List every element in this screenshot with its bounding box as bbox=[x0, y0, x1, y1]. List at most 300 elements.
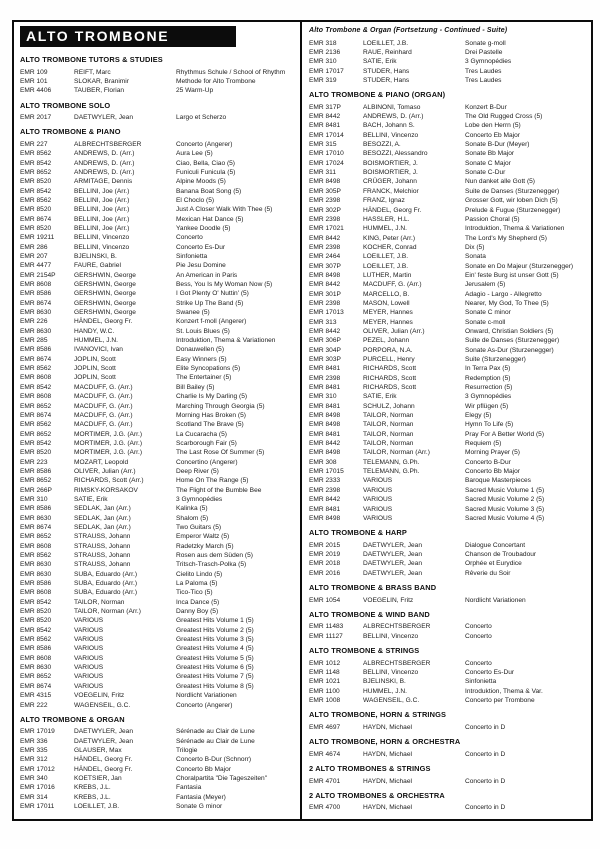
entry-title: Sacred Music Volume 3 (5) bbox=[465, 505, 545, 513]
entry-composer: GLAUSER, Max bbox=[74, 747, 122, 755]
catalog-entry-row bbox=[20, 392, 293, 401]
catalog-entry-row bbox=[20, 672, 293, 681]
section-heading: ALTO TROMBONE, HORN & STRINGS bbox=[309, 710, 447, 720]
catalog-entry-row bbox=[20, 467, 293, 476]
catalog-entry-row bbox=[20, 542, 293, 551]
catalog-entry-row bbox=[20, 504, 293, 513]
entry-composer: FRANCK, Melchior bbox=[363, 187, 419, 195]
catalog-entry-row bbox=[309, 168, 583, 177]
entry-title: Nordlicht Variationen bbox=[465, 596, 526, 604]
catalog-entry-row bbox=[309, 476, 583, 485]
entry-ref: EMR 4697 bbox=[309, 723, 341, 731]
entry-ref: EMR 8542 bbox=[20, 598, 52, 606]
entry-composer: BELLINI, Joe (Arr.) bbox=[74, 224, 130, 232]
entry-composer: BESOZZI, Alessandro bbox=[363, 150, 428, 158]
catalog-entry-row bbox=[20, 701, 293, 710]
entry-ref: EMR 8630 bbox=[20, 309, 52, 317]
catalog-entry-row bbox=[20, 402, 293, 411]
catalog-entry-row bbox=[309, 677, 583, 686]
catalog-entry-row bbox=[20, 570, 293, 579]
entry-ref: EMR 8674 bbox=[20, 215, 52, 223]
section-heading: ALTO TROMBONE & BRASS BAND bbox=[309, 583, 437, 593]
entry-title: Sonate C-Dur bbox=[465, 169, 506, 177]
entry-ref: EMR 8630 bbox=[20, 561, 52, 569]
entry-ref: EMR 17010 bbox=[309, 150, 344, 158]
entry-composer: VARIOUS bbox=[363, 505, 393, 513]
entry-composer: VARIOUS bbox=[363, 486, 393, 494]
right-column bbox=[302, 22, 591, 819]
entry-composer: KREBS, J.L. bbox=[74, 793, 111, 801]
entry-title: Greatest Hits Volume 2 (5) bbox=[176, 626, 254, 634]
entry-composer: HANDY, W.C. bbox=[74, 327, 115, 335]
entry-composer: WAGENSEIL, G.C. bbox=[363, 696, 420, 704]
entry-title: Bill Bailey (5) bbox=[176, 383, 215, 391]
catalog-section bbox=[309, 610, 583, 641]
entry-ref: EMR 2398 bbox=[309, 197, 341, 205]
catalog-entry-row bbox=[309, 177, 583, 186]
entry-ref: EMR 8520 bbox=[20, 608, 52, 616]
catalog-entry-row bbox=[309, 187, 583, 196]
entry-composer: VARIOUS bbox=[363, 514, 393, 522]
entry-title: Sinfonietta bbox=[176, 253, 208, 260]
entry-composer: TAILOR, Norman (Arr.) bbox=[74, 608, 141, 616]
entry-ref: EMR 222 bbox=[20, 701, 48, 709]
entry-composer: LOEILLET, J.B. bbox=[363, 262, 409, 270]
entry-ref: EMR 8442 bbox=[309, 281, 341, 289]
catalog-entry-row bbox=[309, 234, 583, 243]
catalog-entry-row bbox=[309, 318, 583, 327]
entry-ref: EMR 11127 bbox=[309, 632, 343, 640]
entry-composer: RICHARDS, Scott bbox=[363, 374, 417, 382]
catalog-entry-row bbox=[20, 196, 293, 205]
entry-ref: EMR 2398 bbox=[309, 486, 341, 494]
entry-ref: EMR 2398 bbox=[309, 243, 341, 251]
entry-title: Hymn To Life (5) bbox=[465, 421, 514, 429]
entry-title: An American in Paris bbox=[176, 271, 238, 279]
entry-ref: EMR 310 bbox=[309, 58, 337, 66]
entry-ref: EMR 8562 bbox=[20, 365, 52, 373]
entry-composer: DAETWYLER, Jean bbox=[363, 551, 422, 559]
entry-ref: EMR 266P bbox=[20, 486, 52, 494]
catalog-entry-row bbox=[309, 57, 583, 66]
entry-ref: EMR 8652 bbox=[20, 477, 52, 485]
section-heading: ALTO TROMBONE & HARP bbox=[309, 528, 407, 538]
entry-ref: EMR 301P bbox=[309, 290, 341, 298]
entry-composer: BOISMORTIER, J. bbox=[363, 169, 418, 177]
entry-ref: EMR 8520 bbox=[20, 178, 52, 186]
entry-composer: JOPLIN, Scott bbox=[74, 355, 116, 363]
entry-title: Sonate As-Dur (Sturzenegger) bbox=[465, 346, 554, 354]
entry-title: Sonate C Major bbox=[465, 159, 511, 167]
catalog-section bbox=[309, 528, 583, 578]
entry-ref: EMR 312 bbox=[20, 756, 48, 764]
entry-composer: HÄNDEL, Georg Fr. bbox=[74, 318, 133, 326]
catalog-entry-row bbox=[20, 336, 293, 345]
section-heading: ALTO TROMBONE SOLO bbox=[20, 100, 111, 110]
entry-ref: EMR 8674 bbox=[20, 411, 52, 419]
entry-ref: EMR 8442 bbox=[309, 440, 341, 448]
entry-ref: EMR 8442 bbox=[309, 327, 341, 335]
entry-title: Konzert f-moll (Angerer) bbox=[176, 318, 247, 326]
entry-title: Emperor Waltz (5) bbox=[176, 533, 230, 541]
entry-composer: SATIE, Erik bbox=[363, 58, 397, 66]
entry-title: Sacred Music Volume 1 (5) bbox=[465, 486, 545, 494]
entry-ref: EMR 304P bbox=[309, 346, 341, 354]
entry-title: Fantasia bbox=[176, 784, 202, 792]
entry-ref: EMR 1100 bbox=[309, 687, 340, 695]
entry-composer: MEYER, Hannes bbox=[363, 318, 413, 326]
entry-composer: DAETWYLER, Jean bbox=[74, 728, 133, 736]
entry-title: Two Guitars (5) bbox=[176, 523, 222, 531]
entry-title: Nearer, My God, To Thee (5) bbox=[465, 299, 549, 307]
entry-ref: EMR 8498 bbox=[309, 449, 341, 457]
catalog-section bbox=[309, 737, 583, 759]
entry-ref: EMR 310 bbox=[309, 393, 337, 401]
entry-title: 3 Gymnopédies bbox=[176, 495, 223, 503]
entry-ref: EMR 315 bbox=[309, 141, 337, 149]
entry-title: Sacred Music Volume 4 (5) bbox=[465, 514, 545, 522]
entry-title: Suite (Sturzenegger) bbox=[465, 356, 526, 363]
entry-title: Easy Winners (5) bbox=[176, 355, 227, 363]
catalog-entry-row bbox=[20, 373, 293, 382]
entry-composer: MORTIMER, J.G. (Arr.) bbox=[74, 449, 143, 457]
entry-ref: EMR 306P bbox=[309, 337, 341, 345]
entry-ref: EMR 340 bbox=[20, 775, 48, 783]
entry-composer: REIFT, Marc bbox=[74, 68, 111, 76]
entry-title: The Old Rugged Cross (5) bbox=[465, 113, 543, 121]
entry-title: The Lord's My Shepherd (5) bbox=[465, 234, 547, 242]
entry-title: Strike Up The Band (5) bbox=[176, 299, 244, 307]
entry-ref: EMR 1148 bbox=[309, 668, 340, 676]
page-title: ALTO TROMBONE bbox=[20, 26, 236, 47]
entry-title: Radetzky March (5) bbox=[176, 542, 234, 550]
catalog-entry-row bbox=[309, 67, 583, 76]
left-sections-container bbox=[20, 55, 293, 811]
entry-composer: HUMMEL, J.N. bbox=[363, 687, 407, 695]
entry-title: Greatest Hits Volume 3 (5) bbox=[176, 636, 254, 644]
catalog-entry-row bbox=[20, 68, 293, 77]
entry-title: Concerto (Angerer) bbox=[176, 701, 233, 709]
entry-composer: TAILOR, Norman bbox=[363, 440, 414, 448]
entry-ref: EMR 8652 bbox=[20, 168, 52, 176]
entry-composer: VARIOUS bbox=[74, 636, 104, 644]
entry-ref: EMR 4700 bbox=[309, 804, 341, 812]
entry-title: Sérénade au Clair de Lune bbox=[176, 728, 255, 736]
catalog-entry-row bbox=[20, 159, 293, 168]
entry-composer: HAYDN, Michael bbox=[363, 723, 412, 731]
catalog-entry-row bbox=[309, 596, 583, 605]
entry-title: Concerto (Angerer) bbox=[176, 140, 233, 148]
entry-composer: DAETWYLER, Jean bbox=[74, 737, 133, 745]
entry-title: Orphée et Eurydice bbox=[465, 560, 522, 568]
entry-title: Sonate C minor bbox=[465, 309, 511, 317]
entry-ref: EMR 109 bbox=[20, 68, 48, 76]
entry-title: Grosser Gott, wir loben Dich (5) bbox=[465, 197, 558, 205]
catalog-entry-row bbox=[20, 626, 293, 635]
entry-ref: EMR 8481 bbox=[309, 402, 341, 410]
catalog-entry-row bbox=[20, 532, 293, 541]
entry-ref: EMR 8652 bbox=[20, 402, 52, 410]
catalog-entry-row bbox=[309, 505, 583, 514]
entry-composer: TAILOR, Norman bbox=[363, 421, 414, 429]
entry-ref: EMR 8542 bbox=[20, 383, 52, 391]
entry-composer: KOCHER, Conrad bbox=[363, 243, 417, 251]
entry-ref: EMR 8481 bbox=[309, 505, 341, 513]
entry-title: Sonate G minor bbox=[176, 803, 223, 811]
entry-composer: MORTIMER, J.G. (Arr.) bbox=[74, 430, 143, 438]
catalog-entry-row bbox=[309, 140, 583, 149]
catalog-entry-row bbox=[309, 271, 583, 280]
catalog-entry-row bbox=[20, 308, 293, 317]
entry-ref: EMR 8498 bbox=[309, 421, 341, 429]
entry-title: Concerto Bb Major bbox=[465, 468, 520, 476]
entry-title: Rosen aus dem Süden (5) bbox=[176, 552, 253, 559]
entry-title: Jerusalem (5) bbox=[465, 281, 506, 289]
entry-composer: RAUE, Reinhard bbox=[363, 48, 412, 56]
catalog-entry-row bbox=[309, 411, 583, 420]
entry-title: Suite de Danses (Sturzenegger) bbox=[465, 187, 560, 195]
entry-composer: VARIOUS bbox=[74, 645, 104, 653]
entry-title: Mexican Hat Dance (5) bbox=[176, 215, 244, 223]
entry-composer: BELLINI, Vincenzo bbox=[74, 243, 130, 251]
catalog-entry-row bbox=[309, 121, 583, 130]
entry-composer: KING, Peter (Arr.) bbox=[363, 234, 416, 242]
catalog-entry-row bbox=[20, 113, 293, 122]
entry-ref: EMR 8630 bbox=[20, 514, 52, 522]
entry-composer: HAYDN, Michael bbox=[363, 750, 412, 758]
entry-title: Greatest Hits Volume 7 (5) bbox=[176, 673, 254, 681]
entry-title: Tres Laudes bbox=[465, 67, 502, 75]
catalog-entry-row bbox=[309, 243, 583, 252]
entry-ref: EMR 2017 bbox=[20, 114, 52, 122]
catalog-entry-row bbox=[20, 140, 293, 149]
entry-composer: ANDREWS, D. (Arr.) bbox=[74, 168, 135, 176]
entry-composer: TELEMANN, G.Ph. bbox=[363, 458, 420, 466]
entry-ref: EMR 1012 bbox=[309, 659, 341, 667]
entry-title: El Choclo (5) bbox=[176, 196, 215, 204]
catalog-entry-row bbox=[20, 727, 293, 736]
entry-title: Largo et Scherzo bbox=[176, 114, 227, 122]
entry-title: Tres Laudes bbox=[465, 76, 502, 84]
entry-title: The Flight of the Bumble Bee bbox=[176, 486, 262, 494]
entry-composer: VARIOUS bbox=[363, 477, 393, 485]
entry-title: Greatest Hits Volume 6 (5) bbox=[176, 664, 254, 672]
entry-ref: EMR 17024 bbox=[309, 159, 344, 167]
entry-composer: GERSHWIN, George bbox=[74, 281, 136, 289]
entry-ref: EMR 310 bbox=[20, 495, 48, 503]
entry-title: Resurrection (5) bbox=[465, 384, 513, 392]
entry-ref: EMR 8608 bbox=[20, 654, 52, 662]
entry-ref: EMR 285 bbox=[20, 337, 48, 345]
catalog-entry-row bbox=[20, 280, 293, 289]
catalog-entry-row bbox=[20, 783, 293, 792]
entry-composer: BELLINI, Joe (Arr.) bbox=[74, 215, 130, 223]
entry-composer: TAILOR, Norman bbox=[363, 412, 414, 420]
catalog-section bbox=[309, 646, 583, 705]
entry-composer: FRANZ, Ignaz bbox=[363, 197, 405, 205]
entry-ref: EMR 223 bbox=[20, 458, 48, 466]
entry-ref: EMR 11483 bbox=[309, 623, 344, 631]
catalog-entry-row bbox=[309, 262, 583, 271]
catalog-entry-row bbox=[20, 560, 293, 569]
catalog-entry-row bbox=[309, 777, 583, 786]
entry-title: Sonate g-moll bbox=[465, 39, 506, 47]
entry-composer: TELEMANN, G.Ph. bbox=[363, 468, 420, 476]
entry-title: Sonate c-moll bbox=[465, 318, 506, 326]
entry-ref: EMR 4315 bbox=[20, 692, 52, 700]
entry-title: St. Louis Blues (5) bbox=[176, 327, 230, 335]
entry-composer: JOPLIN, Scott bbox=[74, 374, 116, 382]
entry-ref: EMR 4701 bbox=[309, 777, 341, 785]
catalog-entry-row bbox=[20, 458, 293, 467]
entry-title: Sonate en Do Majeur (Sturzenegger) bbox=[465, 262, 574, 270]
entry-title: Alpine Moods (5) bbox=[176, 178, 226, 186]
entry-ref: EMR 8562 bbox=[20, 150, 52, 158]
catalog-entry-row bbox=[309, 420, 583, 429]
catalog-entry-row bbox=[20, 327, 293, 336]
entry-composer: RICHARDS, Scott bbox=[363, 365, 417, 373]
catalog-entry-row bbox=[309, 448, 583, 457]
entry-composer: PEZEL, Johann bbox=[363, 337, 410, 345]
catalog-entry-row bbox=[309, 224, 583, 233]
catalog-entry-row bbox=[309, 550, 583, 559]
catalog-entry-row bbox=[309, 196, 583, 205]
entry-ref: EMR 8586 bbox=[20, 580, 52, 588]
entry-composer: TAUBER, Florian bbox=[74, 87, 125, 95]
entry-composer: MASON, Lowell bbox=[363, 299, 410, 307]
entry-ref: EMR 2464 bbox=[309, 253, 341, 261]
entry-ref: EMR 2015 bbox=[309, 541, 341, 549]
entry-composer: SUBA, Eduardo (Arr.) bbox=[74, 580, 138, 588]
entry-composer: RICHARDS, Scott bbox=[363, 384, 417, 392]
section-heading: ALTO TROMBONE & PIANO bbox=[20, 127, 121, 137]
section-heading: ALTO TROMBONE & STRINGS bbox=[309, 646, 420, 656]
entry-ref: EMR 2398 bbox=[309, 374, 341, 382]
entry-composer: GERSHWIN, George bbox=[74, 271, 136, 279]
entry-composer: GERSHWIN, George bbox=[74, 290, 136, 298]
entry-ref: EMR 8630 bbox=[20, 570, 52, 578]
entry-composer: MORTIMER, J.G. (Arr.) bbox=[74, 439, 143, 447]
entry-title: Concerto in D bbox=[465, 750, 506, 758]
entry-composer: BJELINSKI, B. bbox=[363, 678, 406, 686]
catalog-entry-row bbox=[309, 514, 583, 523]
entry-ref: EMR 8481 bbox=[309, 122, 341, 130]
entry-composer: ANDREWS, D. (Arr.) bbox=[74, 150, 135, 158]
entry-composer: STRAUSS, Johann bbox=[74, 533, 131, 541]
entry-ref: EMR 2398 bbox=[309, 299, 341, 307]
catalog-entry-row bbox=[309, 159, 583, 168]
entry-title: I Got Plenty O' Nuttin' (5) bbox=[176, 290, 249, 298]
entry-ref: EMR 8652 bbox=[20, 430, 52, 438]
entry-ref: EMR 8630 bbox=[20, 664, 52, 672]
entry-ref: EMR 2019 bbox=[309, 551, 341, 559]
catalog-entry-row bbox=[309, 290, 583, 299]
entry-title: Danny Boy (5) bbox=[176, 608, 219, 616]
entry-ref: EMR 307P bbox=[309, 262, 341, 270]
entry-composer: JOPLIN, Scott bbox=[74, 365, 116, 373]
entry-ref: EMR 8608 bbox=[20, 589, 52, 597]
entry-ref: EMR 8674 bbox=[20, 355, 52, 363]
catalog-entry-row bbox=[20, 299, 293, 308]
entry-composer: STRAUSS, Johann bbox=[74, 542, 131, 550]
entry-composer: SUBA, Eduardo (Arr.) bbox=[74, 589, 138, 597]
entry-ref: EMR 8481 bbox=[309, 430, 341, 438]
catalog-entry-row bbox=[20, 205, 293, 214]
entry-ref: EMR 101 bbox=[20, 77, 48, 85]
entry-title: Introduktion, Thema & Variationen bbox=[465, 225, 565, 233]
entry-composer: BELLINI, Joe (Arr.) bbox=[74, 206, 130, 214]
entry-composer: SCHULZ, Johann bbox=[363, 402, 415, 410]
catalog-section bbox=[309, 764, 583, 786]
entry-title: Konzert B-Dur bbox=[465, 103, 507, 111]
catalog-entry-row bbox=[20, 476, 293, 485]
entry-composer: BESOZZI, A. bbox=[363, 141, 401, 149]
entry-composer: BJELINSKI, B. bbox=[74, 253, 117, 260]
entry-composer: BOISMORTIER, J. bbox=[363, 159, 418, 167]
entry-ref: EMR 308 bbox=[309, 458, 337, 466]
section-heading: ALTO TROMBONE & PIANO (ORGAN) bbox=[309, 90, 446, 100]
entry-title: Greatest Hits Volume 8 (5) bbox=[176, 682, 254, 690]
entry-composer: BELLINI, Vincenzo bbox=[74, 234, 130, 242]
entry-composer: VARIOUS bbox=[363, 496, 393, 504]
entry-title: Requiem (5) bbox=[465, 440, 502, 448]
entry-composer: MACDUFF, G. (Arr.) bbox=[74, 383, 133, 391]
catalog-entry-row bbox=[20, 486, 293, 495]
entry-title: 25 Warm-Up bbox=[176, 87, 214, 95]
entry-title: Concerto bbox=[176, 234, 203, 242]
catalog-entry-row bbox=[309, 308, 583, 317]
entry-ref: EMR 1021 bbox=[309, 678, 341, 686]
entry-title: Concerto Es-Dur bbox=[465, 668, 515, 676]
entry-ref: EMR 17014 bbox=[309, 131, 344, 139]
entry-title: Rhythmus Schule / School of Rhythm bbox=[176, 68, 286, 76]
entry-ref: EMR 227 bbox=[20, 140, 48, 148]
entry-composer: SLOKAR, Branimir bbox=[74, 77, 129, 85]
entry-title: In Terra Pax (5) bbox=[465, 365, 511, 373]
entry-ref: EMR 314 bbox=[20, 793, 48, 801]
catalog-entry-row bbox=[309, 559, 583, 568]
entry-ref: EMR 8481 bbox=[309, 365, 341, 373]
catalog-entry-row bbox=[309, 149, 583, 158]
entry-ref: EMR 8586 bbox=[20, 346, 52, 354]
entry-composer: WAGENSEIL, G.C. bbox=[74, 701, 131, 709]
entry-composer: BELLINI, Vincenzo bbox=[363, 668, 419, 676]
catalog-entry-row bbox=[20, 551, 293, 560]
entry-ref: EMR 305P bbox=[309, 187, 341, 195]
catalog-entry-row bbox=[309, 392, 583, 401]
entry-title: Passion Choral (5) bbox=[465, 215, 520, 223]
section-heading: ALTO TROMBONE, HORN & ORCHESTRA bbox=[309, 737, 461, 747]
entry-title: Ciao, Bella, Ciao (5) bbox=[176, 159, 236, 167]
entry-title: Rêverie du Soir bbox=[465, 569, 511, 577]
catalog-entry-row bbox=[20, 345, 293, 354]
entry-title: Adagio - Largo - Allegretto bbox=[465, 290, 542, 298]
catalog-entry-row bbox=[309, 112, 583, 121]
entry-composer: SEDLAK, Jan (Arr.) bbox=[74, 505, 131, 513]
entry-title: Greatest Hits Volume 5 (5) bbox=[176, 654, 254, 662]
entry-composer: DAETWYLER, Jean bbox=[363, 541, 422, 549]
catalog-entry-row bbox=[20, 233, 293, 242]
entry-title: Baroque Masterpieces bbox=[465, 477, 531, 485]
catalog-sheet bbox=[12, 20, 593, 821]
entry-composer: VARIOUS bbox=[74, 673, 104, 681]
catalog-entry-row bbox=[309, 458, 583, 467]
entry-ref: EMR 17021 bbox=[309, 225, 344, 233]
entry-composer: KOETSIER, Jan bbox=[74, 775, 122, 783]
entry-ref: EMR 8542 bbox=[20, 626, 52, 634]
entry-title: Funiculi Funicula (5) bbox=[176, 168, 236, 176]
entry-title: Pie Jesu Domine bbox=[176, 262, 226, 270]
